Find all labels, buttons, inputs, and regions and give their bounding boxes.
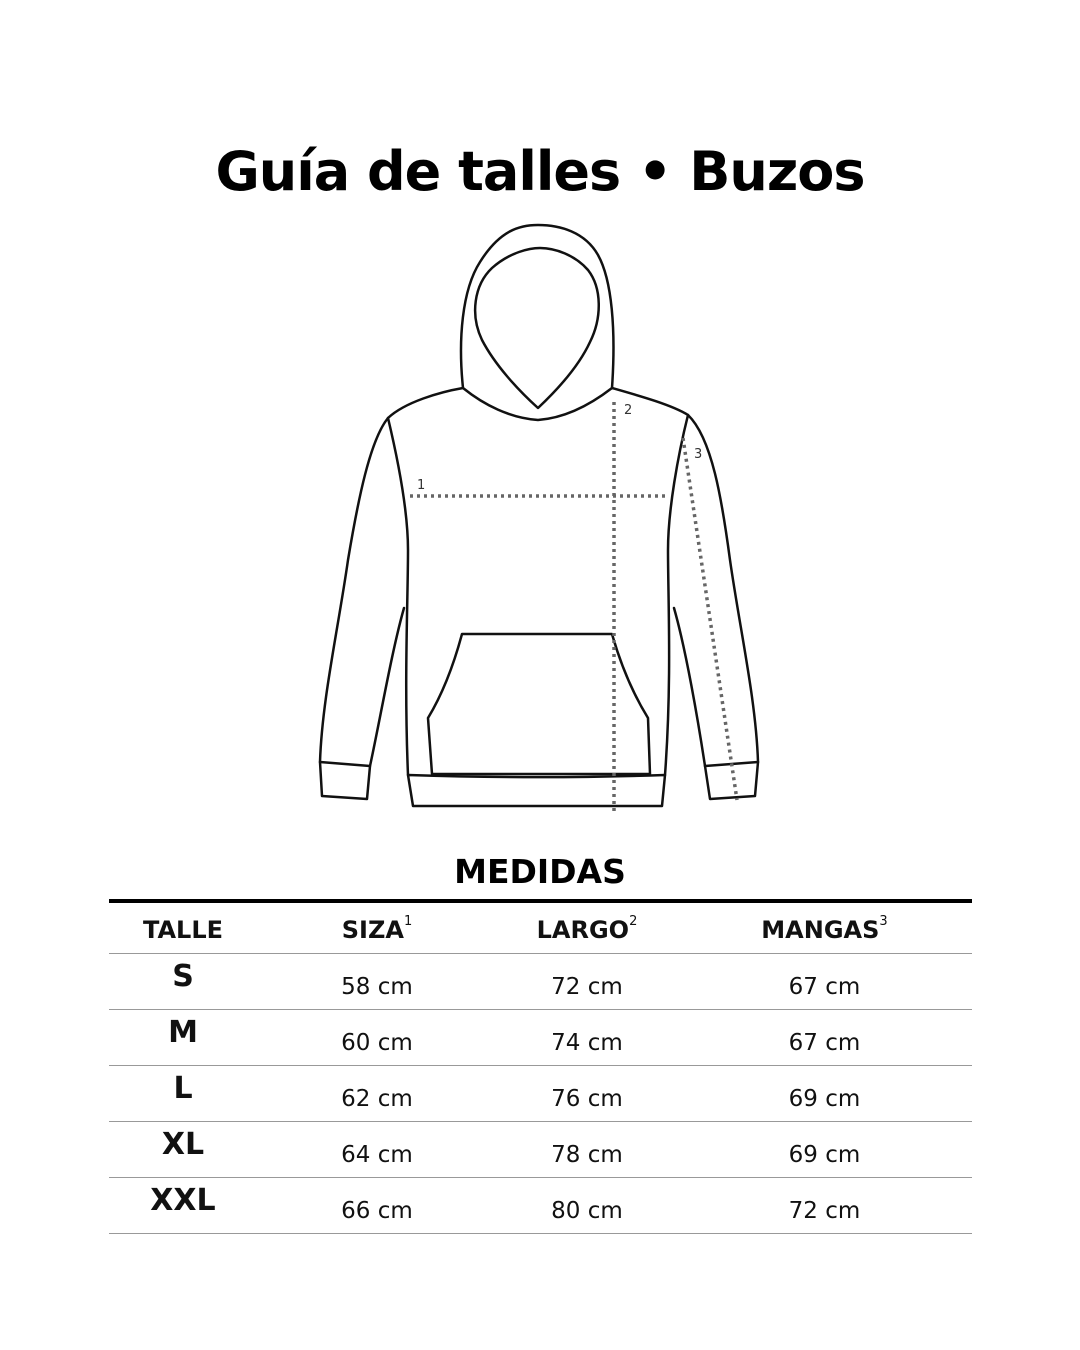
hoodie-diagram (300, 220, 780, 830)
siza-cell: 64 cm (341, 1141, 413, 1168)
hood-outline (461, 225, 613, 420)
left-cuff (320, 762, 370, 799)
siza-cell: 62 cm (341, 1085, 413, 1112)
table-row (109, 1010, 972, 1066)
table-row (109, 1122, 972, 1178)
table-row (109, 1178, 972, 1234)
body-left (388, 388, 463, 775)
right-cuff (705, 762, 758, 799)
header-mangas: MANGAS$^3$ (761, 914, 888, 944)
measure-label-3: 3 (694, 447, 703, 462)
mangas-cell: 72 cm (788, 1197, 861, 1224)
measure-line-3 (683, 438, 737, 800)
hood-opening (475, 248, 599, 408)
size-table (109, 899, 972, 1234)
page-title: Guía de talles • Buzos (215, 140, 865, 203)
table-header-row (109, 903, 972, 954)
size-cell: XXL (150, 1183, 216, 1218)
mangas-cell: 69 cm (788, 1085, 861, 1112)
largo-cell: 78 cm (551, 1141, 623, 1168)
measure-label-2: 2 (624, 403, 633, 418)
mangas-cell: 69 cm (788, 1141, 861, 1168)
mangas-cell: 67 cm (788, 1029, 861, 1056)
waistband (408, 775, 665, 806)
siza-cell: 66 cm (341, 1197, 413, 1224)
section-title: MEDIDAS (454, 852, 626, 891)
largo-cell: 72 cm (551, 973, 623, 1000)
size-cell: M (168, 1015, 198, 1050)
size-cell: S (172, 959, 194, 994)
largo-cell: 80 cm (551, 1197, 623, 1224)
largo-cell: 76 cm (551, 1085, 623, 1112)
header-largo: LARGO$^2$ (536, 914, 638, 944)
body-right (612, 388, 688, 775)
mangas-cell: 67 cm (788, 973, 861, 1000)
kangaroo-pocket (428, 634, 650, 774)
table-row (109, 1066, 972, 1122)
table-row (109, 954, 972, 1010)
siza-cell: 60 cm (341, 1029, 413, 1056)
header-siza: SIZA$^1$ (341, 914, 413, 944)
size-cell: L (173, 1071, 193, 1106)
header-talle: TALLE (142, 916, 224, 944)
largo-cell: 74 cm (551, 1029, 623, 1056)
siza-cell: 58 cm (341, 973, 413, 1000)
measure-label-1: 1 (417, 478, 426, 493)
left-sleeve (320, 418, 404, 766)
size-cell: XL (161, 1127, 205, 1162)
